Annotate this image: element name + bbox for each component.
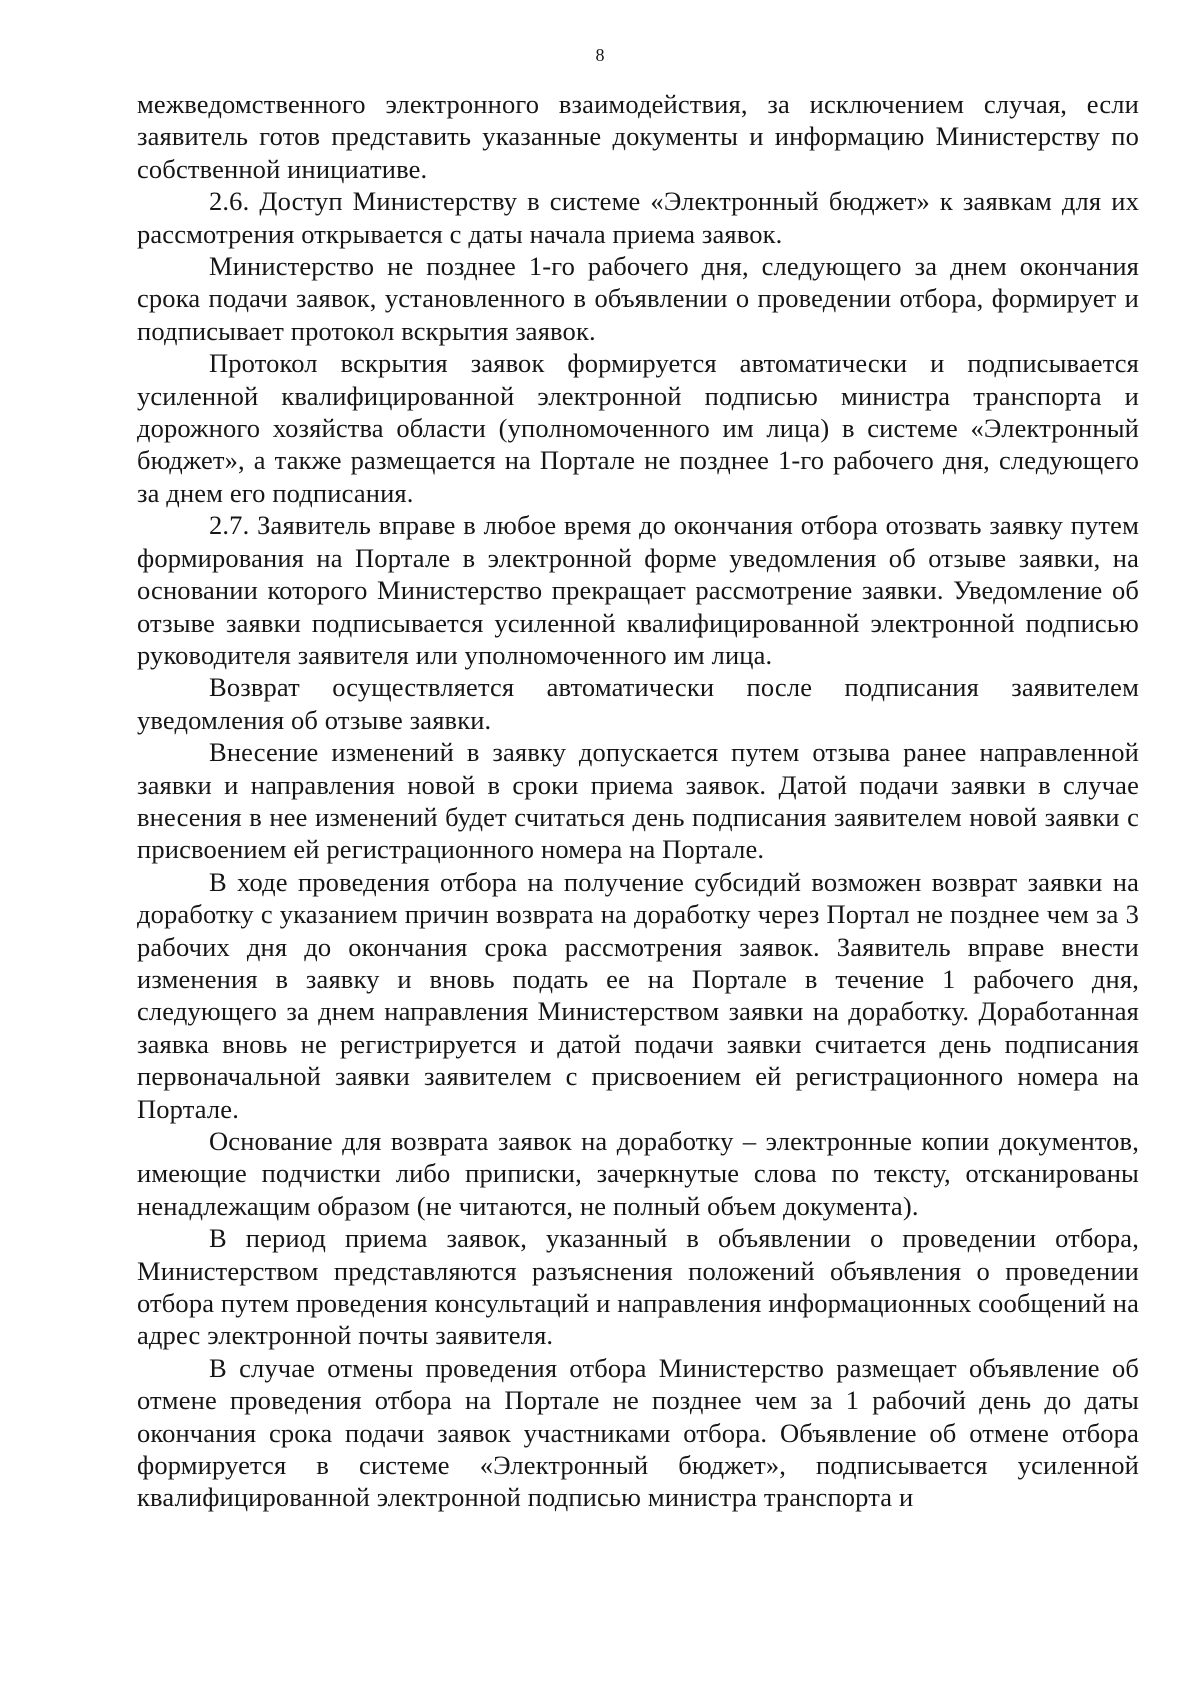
- paragraph-rework-grounds: Основание для возврата заявок на доработку – электронные копии документов, имеющие подчистки либо приписки, зачеркнутые слова по тексту, отсканированы ненадлежащим образом (не читаются, не полный объем документа).: [137, 1126, 1139, 1221]
- paragraph-2-7: 2.7. Заявитель вправе в любое время до окончания отбора отозвать заявку путем формирования на Портале в электронной форме уведомления об отзыве заявки, на основании которого Министерство прекращает рассмотрение заявки. Уведомление об отзыве заявки подписывается усиленной квалифицированной электронной подписью руководителя заявителя или уполномоченного им лица.: [137, 510, 1139, 670]
- paragraph-cancellation: В случае отмены проведения отбора Министерство размещает объявление об отмене проведения отбора на Портале не позднее чем за 1 рабочий день до даты окончания срока подачи заявок участниками отбора. Объявление об отмене отбора формируется в системе «Электронный бюджет», подписывается усиленной квалифицированной электронной подписью министра транспорта и: [137, 1352, 1139, 1513]
- paragraph-changes: Внесение изменений в заявку допускается путем отзыва ранее направленной заявки и направления новой в сроки приема заявок. Датой подачи заявки в случае внесения в нее изменений будет считаться день подписания заявителем новой заявки с присвоением ей регистрационного номера на Портале.: [137, 737, 1139, 865]
- paragraph-protocol-signing: Министерство не позднее 1-го рабочего дня, следующего за днем окончания срока подачи заявок, установленного в объявлении о проведении отбора, формирует и подписывает протокол вскрытия заявок.: [137, 251, 1139, 346]
- paragraph-rework: В ходе проведения отбора на получение субсидий возможен возврат заявки на доработку с указанием причин возврата на доработку через Портал не позднее чем за 3 рабочих дня до окончания срока рассмотрения заявок. Заявитель вправе внести изменения в заявку и вновь подать ее на Портале в течение 1 рабочего дня, следующего за днем направления Министерством заявки на доработку. Доработанная заявка вновь не регистрируется и датой подачи заявки считается день подписания первоначальной заявки заявителем с присвоением ей регистрационного номера на Портале.: [137, 866, 1139, 1124]
- paragraph-return-auto: Возврат осуществляется автоматически после подписания заявителем уведомления об отзыве заявки.: [137, 672, 1139, 735]
- page-number: 8: [595, 45, 605, 65]
- paragraph-2-6: 2.6. Доступ Министерству в системе «Электронный бюджет» к заявкам для их рассмотрения открывается с даты начала приема заявок.: [137, 186, 1139, 249]
- paragraph-protocol-auto: Протокол вскрытия заявок формируется автоматически и подписывается усиленной квалифицированной электронной подписью министра транспорта и дорожного хозяйства области (уполномоченного им лица) в системе «Электронный бюджет», а также размещается на Портале не позднее 1-го рабочего дня, следующего за днем его подписания.: [137, 348, 1139, 508]
- paragraph-clarifications: В период приема заявок, указанный в объявлении о проведении отбора, Министерством представляются разъяснения положений объявления о проведении отбора путем проведения консультаций и направления информационных сообщений на адрес электронной почты заявителя.: [137, 1223, 1139, 1351]
- paragraph-continued: межведомственного электронного взаимодействия, за исключением случая, если заявитель готов представить указанные документы и информацию Министерству по собственной инициативе.: [137, 89, 1139, 184]
- document-body: [137, 88, 1139, 1514]
